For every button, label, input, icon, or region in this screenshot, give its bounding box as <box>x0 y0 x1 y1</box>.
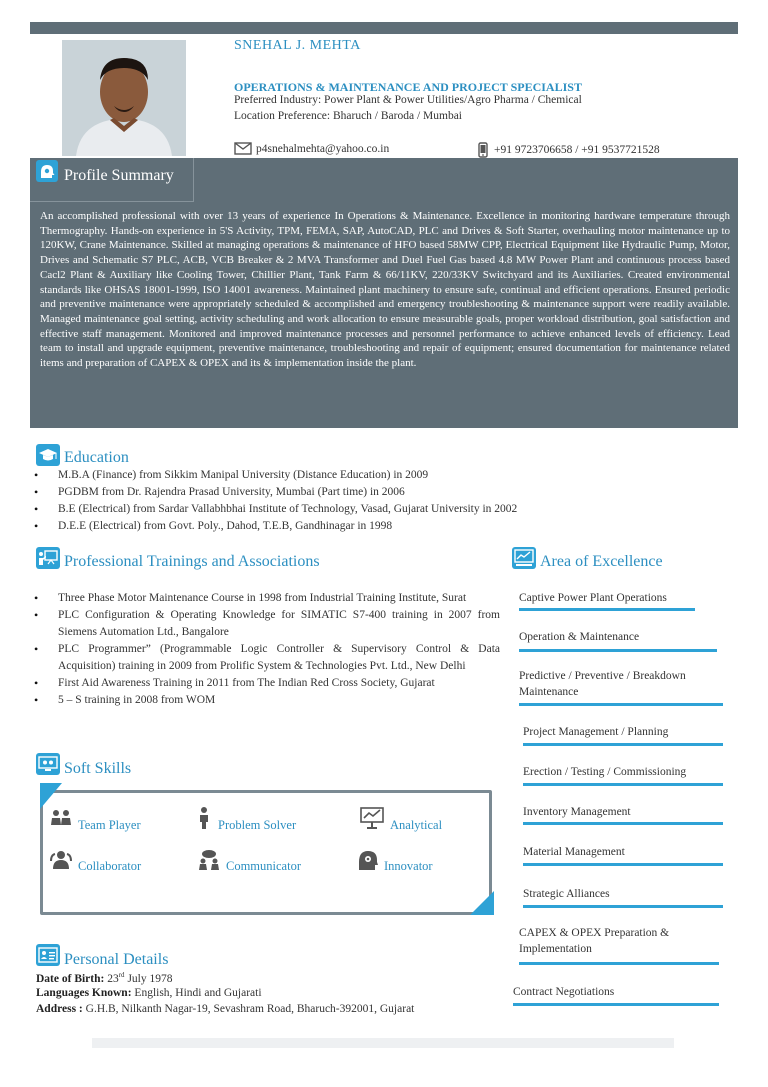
list-item: • PLC Configuration & Operating Knowledge for SIMATIC S7-400 training in 2007 from Siemens Automation Ltd., Bangalore <box>30 607 500 641</box>
graduation-cap-icon <box>36 444 60 466</box>
trainings-title: Professional Trainings and Associations <box>64 553 320 570</box>
list-item: • B.E (Electrical) from Sardar Vallabhbhai Institute of Technology, Vasad, Gujarat University in 2002 <box>30 501 630 518</box>
id-card-icon <box>36 944 60 966</box>
skill-label: Team Player <box>78 818 141 832</box>
excellence-bar <box>519 703 723 706</box>
skill-collaborator <box>50 845 141 874</box>
excellence-bar <box>523 822 723 825</box>
people-talking-icon <box>198 849 220 871</box>
skills-monitor-icon <box>36 753 60 775</box>
excellence-item: Strategic Alliances <box>523 888 610 900</box>
envelope-icon <box>234 142 252 155</box>
address-value: G.H.B, Nilkanth Nagar-19, Sevashram Road, Bharuch-392001, Gujarat <box>85 1003 415 1015</box>
team-icon <box>50 808 72 830</box>
excellence-item: Predictive / Preventive / Breakdown Maintenance <box>519 670 686 698</box>
list-item: • D.E.E (Electrical) from Govt. Poly., Dahod, T.E.B, Gandhinagar in 1998 <box>30 518 630 535</box>
date-of-birth <box>36 971 172 985</box>
email-text[interactable]: p4snehalmehta@yahoo.co.in <box>256 142 390 155</box>
address-label: Address : <box>36 1003 83 1015</box>
analytics-board-icon <box>360 806 384 830</box>
list-item: • Three Phase Motor Maintenance Course in 1998 from Industrial Training Institute, Surat <box>30 590 500 607</box>
skill-innovator <box>356 845 433 874</box>
phone-contact[interactable] <box>478 142 660 158</box>
presentation-board-icon <box>36 547 60 569</box>
excellence-item: Captive Power Plant Operations <box>519 592 667 604</box>
excellence-bar <box>519 649 717 652</box>
address <box>36 1003 414 1015</box>
skill-label: Analytical <box>390 818 443 832</box>
frame-corner-accent <box>470 891 494 915</box>
languages-known <box>36 987 262 999</box>
skill-label: Innovator <box>384 859 433 873</box>
standing-person-icon <box>196 806 212 830</box>
list-item: • PGDBM from Dr. Rajendra Prasad University, Mumbai (Part time) in 2006 <box>30 484 630 501</box>
brain-gear-icon <box>356 849 378 871</box>
excellence-bar <box>519 608 695 611</box>
skill-label: Communicator <box>226 859 301 873</box>
dob-label: Date of Birth: <box>36 972 105 985</box>
excellence-bar <box>513 1003 719 1006</box>
dob-rest: July 1978 <box>127 972 173 985</box>
skill-team-player <box>50 804 141 833</box>
languages-value: English, Hindi and Gujarati <box>134 987 262 999</box>
dob-day: 23 <box>107 972 119 985</box>
collaboration-icon <box>50 849 72 871</box>
trainings-list <box>30 590 500 709</box>
list-item: • PLC Programmer” (Programmable Logic Controller & Supervisory Control & Data Acquisition) training in 2009 from Prolific System & Technologies Pvt. Ltd., New Delhi <box>30 641 500 675</box>
list-item: • First Aid Awareness Training in 2011 from The Indian Red Cross Society, Gujarat <box>30 675 500 692</box>
excellence-item: Project Management / Planning <box>523 726 669 738</box>
head-gear-icon <box>36 160 58 182</box>
soft-skills-title: Soft Skills <box>64 760 132 777</box>
excellence-item: Contract Negotiations <box>513 986 615 998</box>
header-top-bar <box>30 22 738 34</box>
skill-problem-solver <box>196 802 296 833</box>
languages-label: Languages Known: <box>36 987 132 999</box>
email-contact[interactable] <box>234 142 389 155</box>
candidate-name: SNEHAL J. MEHTA <box>234 38 361 53</box>
skill-label: Problem Solver <box>218 818 297 832</box>
list-item: • 5 – S training in 2008 from WOM <box>30 692 500 709</box>
footer-bar <box>92 1038 674 1048</box>
education-title: Education <box>64 449 129 466</box>
chart-growth-icon <box>512 547 536 569</box>
personal-details-title: Personal Details <box>64 951 169 968</box>
excellence-item: CAPEX & OPEX Preparation & Implementation <box>519 927 670 955</box>
excellence-item: Material Management <box>523 846 625 858</box>
mobile-phone-icon <box>478 142 488 158</box>
excellence-item: Operation & Maintenance <box>519 631 640 643</box>
profile-summary-title: Profile Summary <box>64 167 174 184</box>
list-item: • M.B.A (Finance) from Sikkim Manipal University (Distance Education) in 2009 <box>30 467 630 484</box>
excellence-title: Area of Excellence <box>540 553 663 570</box>
location-preference: Location Preference: Bharuch / Baroda / Mumbai <box>234 110 463 122</box>
job-title: OPERATIONS & MAINTENANCE AND PROJECT SPECIALIST <box>234 80 582 94</box>
excellence-bar <box>519 962 719 965</box>
dob-suffix: rd <box>118 971 125 979</box>
skill-analytical <box>360 802 442 833</box>
preferred-industry: Preferred Industry: Power Plant & Power Utilities/Agro Pharma / Chemical <box>234 94 582 106</box>
excellence-item: Inventory Management <box>523 806 631 818</box>
skill-label: Collaborator <box>78 859 142 873</box>
profile-photo <box>62 40 186 156</box>
excellence-bar <box>523 783 723 786</box>
education-list <box>30 467 630 535</box>
skill-communicator <box>198 845 301 874</box>
excellence-bar <box>523 743 723 746</box>
excellence-bar <box>523 905 723 908</box>
excellence-item: Erection / Testing / Commissioning <box>523 766 687 778</box>
phone-text[interactable]: +91 9723706658 / +91 9537721528 <box>494 144 660 156</box>
profile-summary-text: An accomplished professional with over 13 years of experience In Operations & Maintenance. Excellence in monitoring hardware temperature through Thermography. Hands-on experience in 5'S Activity, TPM, FEMA, SAP, AutoCAD, PLC and Drives & Soft Starter, overhauling motor maintenance up to 120KW, Crane Maintenance. Skilled at managing operations & maintenance of HFO based 58MW CPP, Electrical Equipment like Hydraulic Pump, Motor, Drives and Schematic S7 PLC, ACB, VCB Breaker & 2 MVA Transformer and Duel Fuel Gas based 4.8 MW Power Plant and continuous process based Cacl2 Plant & Auxiliary like Cooling Tower, Chillier Plant, Tank Farm & 66/11KV, 220/33KV Switchyard and its Auxiliaries. Created environmental standards like OHSAS 18001-1999, ISO 14001 awareness. Maintained plant machinery to ensure safe, continual and efficient operations. Ensured periodic and preventive maintenance were appropriately scheduled & accomplished and emergency troubleshooting & maintenance support were readily available. Managed maintenance goal setting, activity scheduling and work allocation to ensure measurable goals, proper workload distribution, goal satisfaction and effective staff management. Monitored and improved maintenance processes and personnel performance to achieve enhanced levels of efficiency. Lead team to install and upgrade equipment, preventive maintenance, troubleshooting and repair of equipment; ensured documentation for maintenance related items and preparation of CAPEX & OPEX and its & implementation inside the plant. <box>40 210 730 370</box>
excellence-bar <box>523 863 723 866</box>
